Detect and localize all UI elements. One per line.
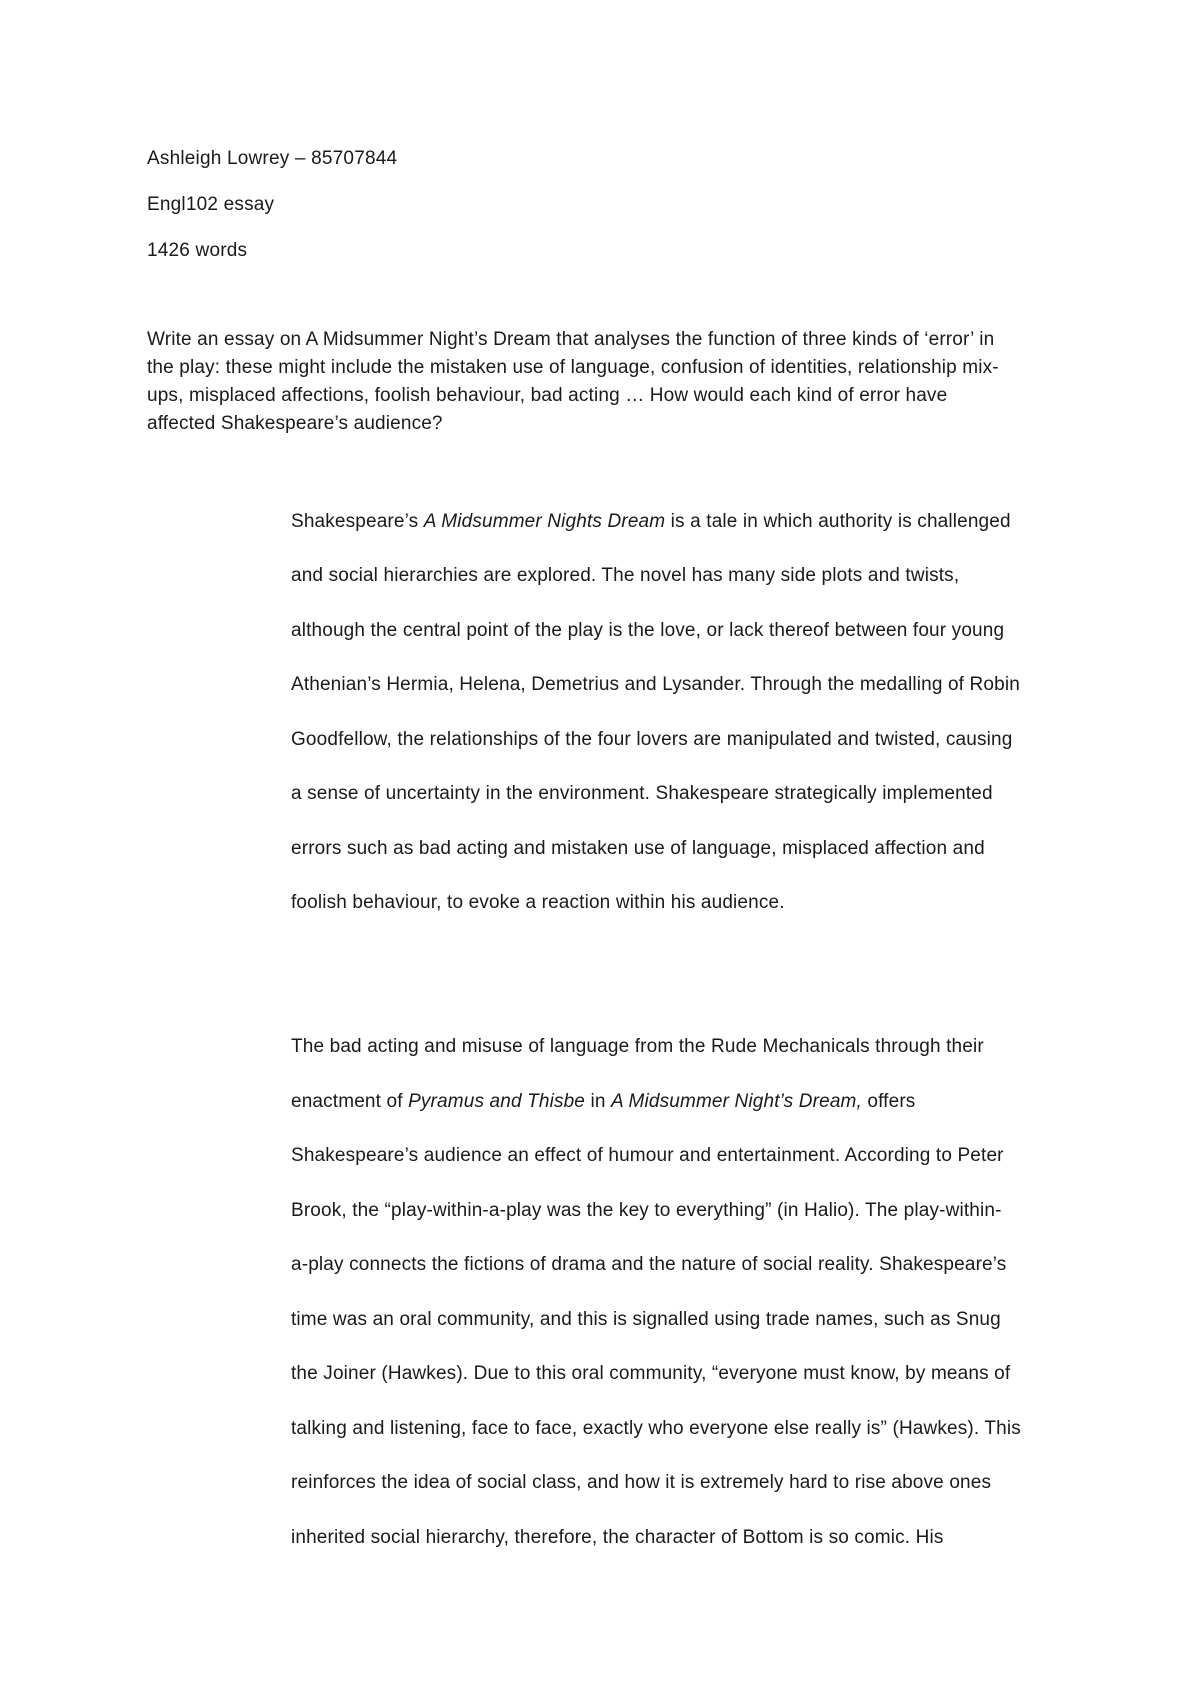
play-title: A Midsummer Night’s Dream, — [610, 1091, 862, 1112]
word-count-line: 1426 words — [147, 240, 248, 261]
essay-prompt — [147, 326, 1067, 438]
essay-line: the Joiner (Hawkes). Due to this oral community, “everyone must know, by means of — [291, 1363, 1011, 1384]
essay-line: talking and listening, face to face, exactly who everyone else really is” (Hawkes). This — [291, 1418, 1021, 1439]
essay-line: reinforces the idea of social class, and how it is extremely hard to rise above ones — [291, 1472, 992, 1493]
prompt-line: affected Shakespeare’s audience? — [147, 413, 443, 434]
essay-line: errors such as bad acting and mistaken use of language, misplaced affection and — [291, 838, 985, 859]
play-title: A Midsummer Nights Dream — [423, 511, 666, 532]
prompt-line: Write an essay on A Midsummer Night’s Dream that analyses the function of three kinds of ‘error’ in — [147, 329, 995, 350]
prompt-line: the play: these might include the mistaken use of language, confusion of identities, relationship mix- — [147, 357, 999, 378]
essay-line: enactment of Pyramus and Thisbe in A Midsummer Night’s Dream, offers — [291, 1091, 916, 1112]
essay-line: Brook, the “play-within-a-play was the key to everything” (in Halio). The play-within- — [291, 1200, 1002, 1221]
essay-line: a sense of uncertainty in the environment. Shakespeare strategically implemented — [291, 783, 993, 804]
essay-line: foolish behaviour, to evoke a reaction within his audience. — [291, 892, 785, 913]
play-within-play-title: Pyramus and Thisbe — [408, 1091, 586, 1112]
essay-line: Athenian’s Hermia, Helena, Demetrius and Lysander. Through the medalling of Robin — [291, 674, 1020, 695]
author-line: Ashleigh Lowrey – 85707844 — [147, 148, 398, 169]
essay-line: and social hierarchies are explored. The novel has many side plots and twists, — [291, 565, 960, 586]
essay-line: inherited social hierarchy, therefore, the character of Bottom is so comic. His — [291, 1527, 944, 1548]
essay-line: Goodfellow, the relationships of the four lovers are manipulated and twisted, causing — [291, 729, 1013, 750]
prompt-line: ups, misplaced affections, foolish behaviour, bad acting … How would each kind of error have — [147, 385, 948, 406]
essay-line: Shakespeare’s audience an effect of humour and entertainment. According to Peter — [291, 1145, 1004, 1166]
essay-line: The bad acting and misuse of language from the Rude Mechanicals through their — [291, 1036, 984, 1057]
essay-line: a-play connects the fictions of drama and the nature of social reality. Shakespeare’s — [291, 1254, 1007, 1275]
essay-line: Shakespeare’s A Midsummer Nights Dream is a tale in which authority is challenged — [291, 511, 1011, 532]
essay-line: although the central point of the play is the love, or lack thereof between four young — [291, 620, 1005, 641]
essay-line: time was an oral community, and this is signalled using trade names, such as Snug — [291, 1309, 1001, 1330]
course-line: Engl102 essay — [147, 194, 275, 215]
